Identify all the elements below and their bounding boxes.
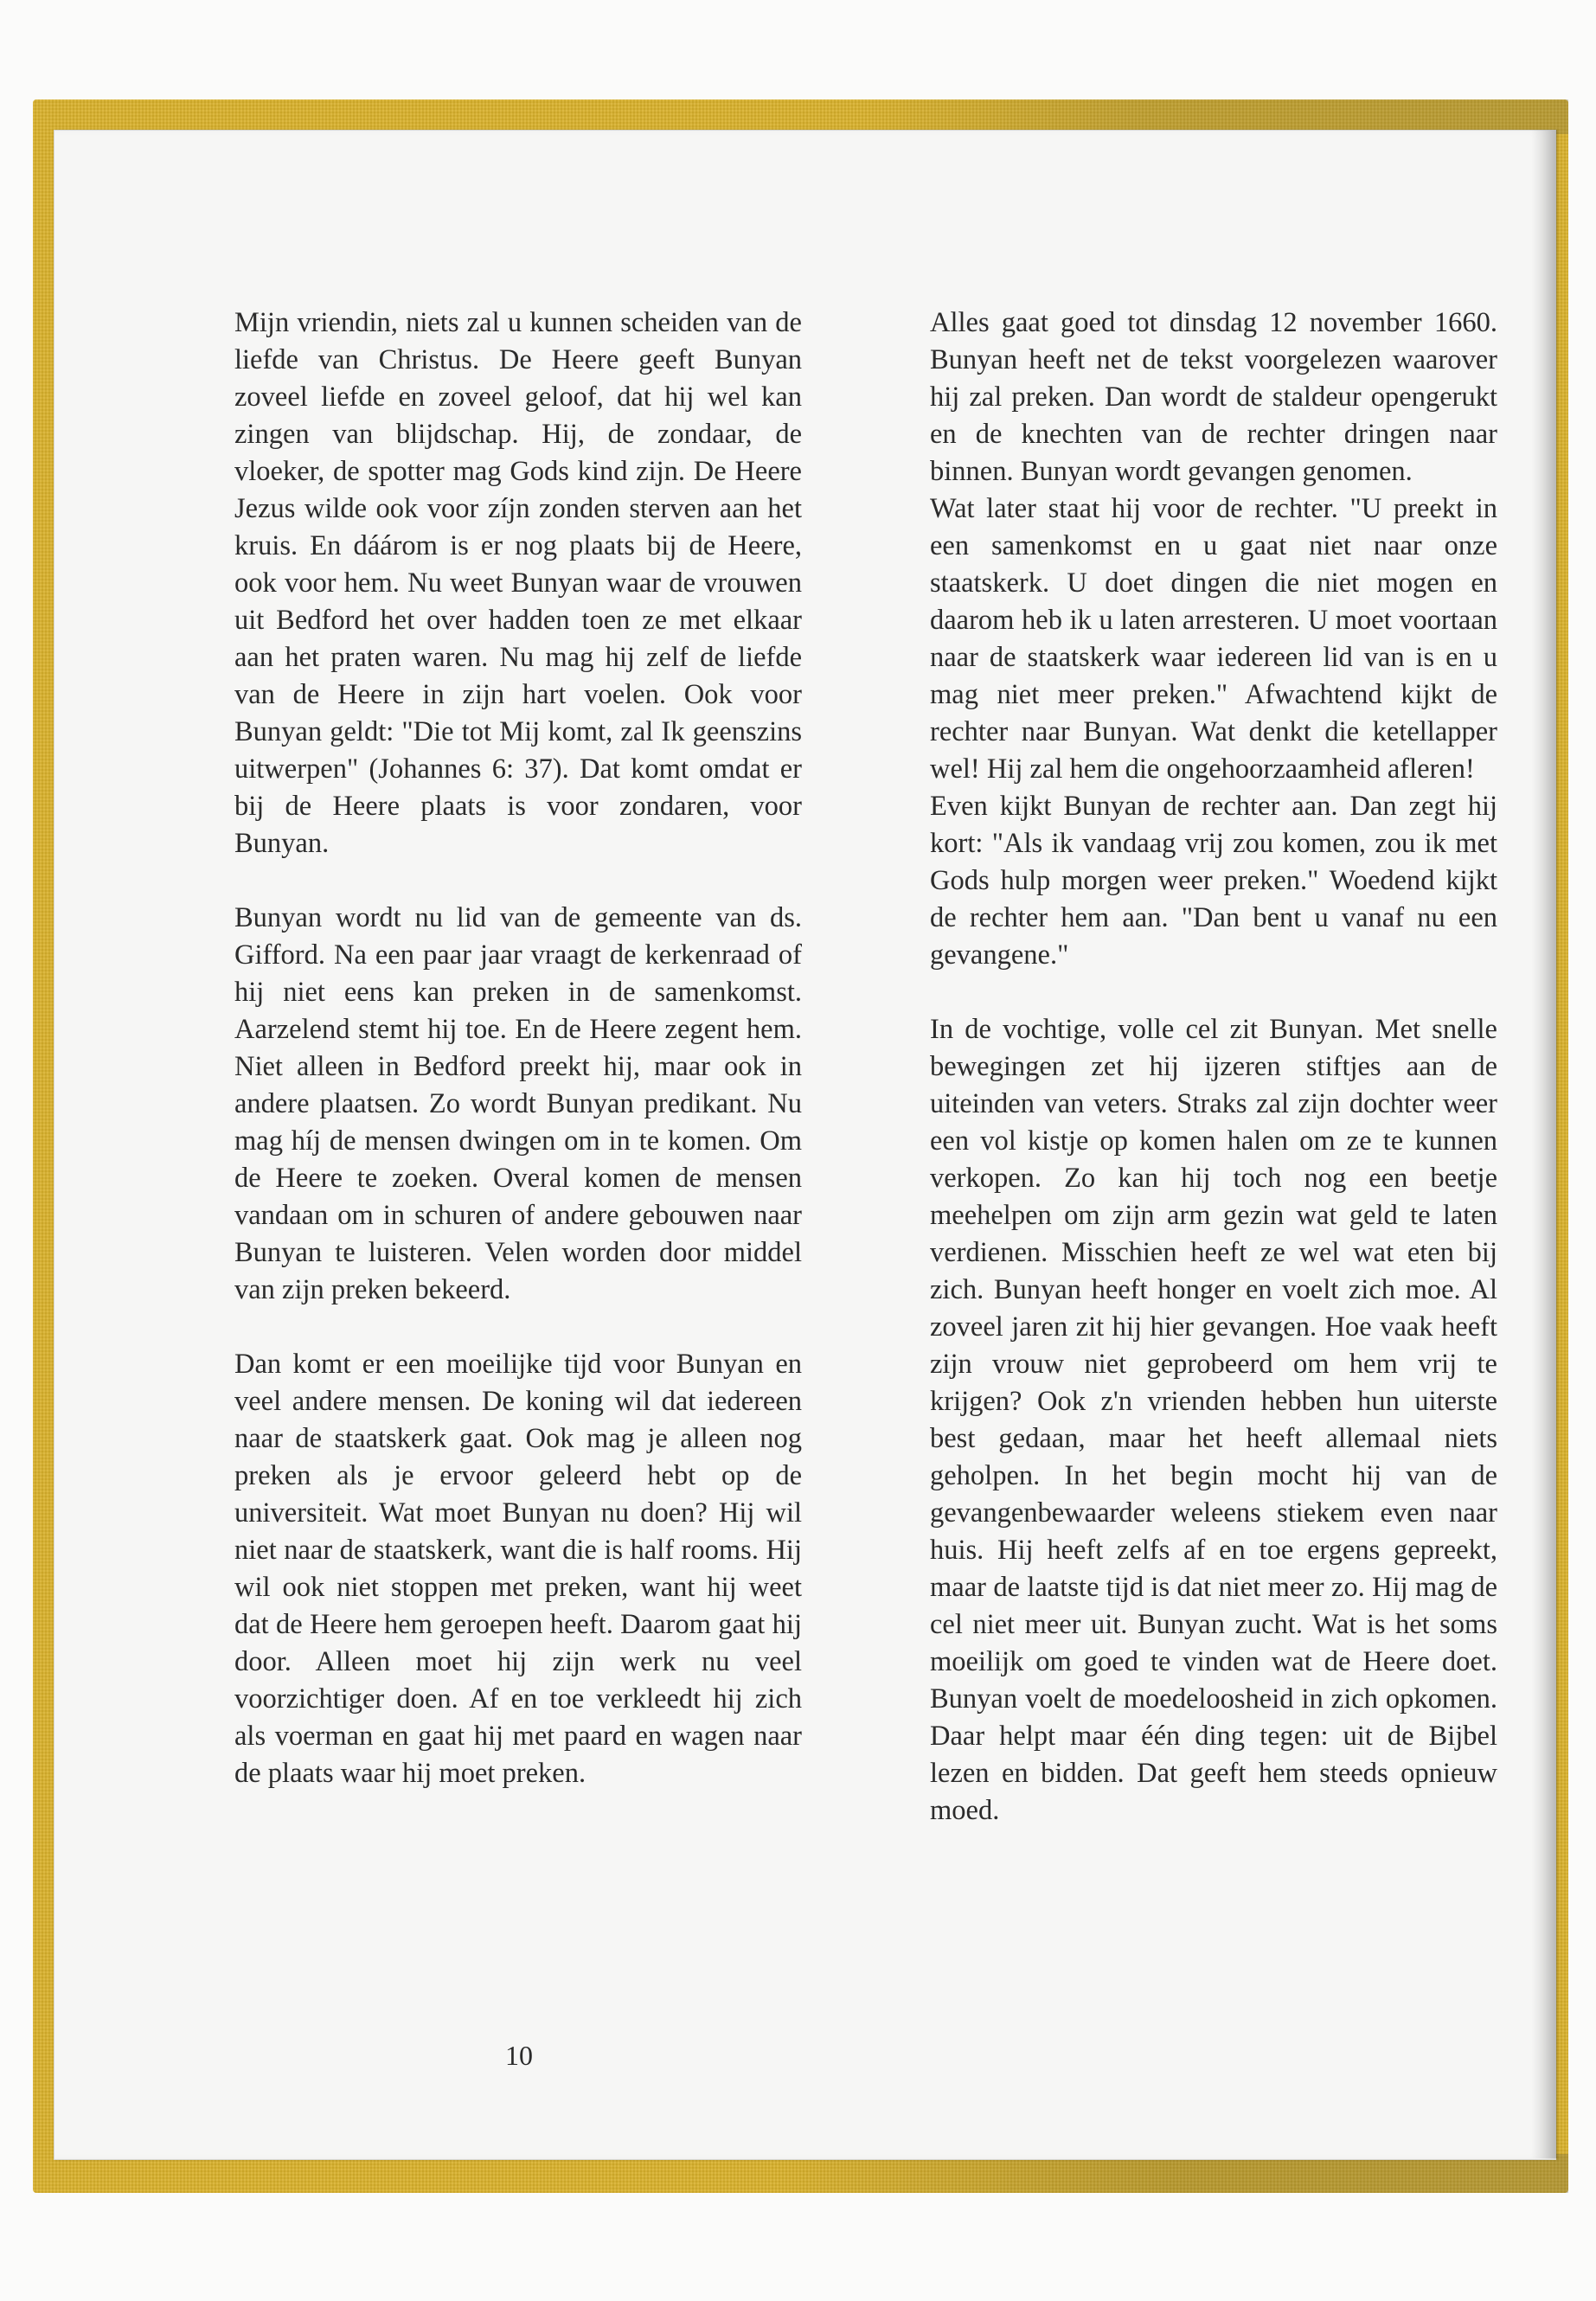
page-number: 10 [505, 2040, 533, 2071]
right-paragraph-3: Even kijkt Bunyan de rechter aan. Dan zegt hij kort: "Als ik vandaag vrij zou komen, zou ik met Gods hulp morgen weer preken." Woedend kijkt de rechter hem aan. "Dan bent u vanaf nu een gevangene." [930, 791, 1497, 971]
right-paragraph-4: In de vochtige, volle cel zit Bunyan. Met snelle bewegingen zet hij ijzeren stiftjes aan de uiteinden van veters. Straks zal zijn dochter weer een vol kistje op komen halen om ze te kunnen verkopen. Zo kan hij toch nog een beetje meehelpen om zijn arm gezin wat geld te laten verdienen. Misschien heeft ze wel wat eten bij zich. Bunyan heeft honger en voelt zich moe. Al zoveel jaren zit hij hier gevangen. Hoe vaak heeft zijn vrouw niet geprobeerd om hem vrij te krijgen? Ook z'n vrienden hebben hun uiterste best gedaan, maar het heeft allemaal niets geholpen. In het begin mocht hij van de gevangenbewaarder weleens stiekem even naar huis. Hij heeft zelfs af en toe ergens gepreekt, maar de laatste tijd is dat niet meer zo. Hij mag de cel niet meer uit. Bunyan zucht. Wat is het soms moeilijk om goed te vinden wat de Heere doet. Bunyan voelt de moedeloosheid in zich opkomen. Daar helpt maar één ding tegen: uit de Bijbel lezen en bidden. Dat geeft hem steeds opnieuw moed. [930, 1014, 1497, 1826]
right-column [930, 304, 1497, 1830]
right-paragraph-2: Wat later staat hij voor de rechter. "U preekt in een samenkomst en u gaat niet naar onze staatskerk. U doet dingen die niet mogen en daarom heb ik u laten arresteren. U moet voortaan naar de staatskerk waar iedereen lid van is en u mag niet meer preken." Afwachtend kijkt de rechter naar Bunyan. Wat denkt die ketellapper wel! Hij zal hem die ongehoorzaamheid afleren! [930, 493, 1497, 785]
cover-top-edge [865, 99, 1568, 134]
left-paragraph-1: Mijn vriendin, niets zal u kunnen scheiden van de liefde van Christus. De Heere geeft Bunyan zoveel liefde en zoveel geloof, dat hij wel kan zingen van blijdschap. Hij, de zondaar, de vloeker, de spotter mag Gods kind zijn. De Heere Jezus wilde ook voor zíjn zonden sterven aan het kruis. En dáárom is er nog plaats bij de Heere, ook voor hem. Nu weet Bunyan waar de vrouwen uit Bedford het over hadden toen ze met elkaar aan het praten waren. Nu mag hij zelf de liefde van de Heere in zijn hart voelen. Ook voor Bunyan geldt: "Die tot Mij komt, zal Ik geenszins uitwerpen" (Johannes 6: 37). Dat komt omdat er bij de Heere plaats is voor zondaren, voor Bunyan. [234, 307, 802, 859]
right-paragraph-1: Alles gaat goed tot dinsdag 12 november 1660. Bunyan heeft net de tekst voorgelezen waarover hij zal preken. Dan wordt de staldeur opengerukt en de knechten van de rechter dringen naar binnen. Bunyan wordt gevangen genomen. [930, 307, 1497, 487]
left-paragraph-3: Dan komt er een moeilijke tijd voor Bunyan en veel andere mensen. De koning wil dat iedereen naar de staatskerk gaat. Ook mag je alleen nog preken als je ervoor geleerd hebt op de universiteit. Wat moet Bunyan nu doen? Hij wil niet naar de staatskerk, want die is half rooms. Hij wil ook niet stoppen met preken, want hij weet dat de Heere hem geroepen heeft. Daarom gaat hij door. Alleen moet hij zijn werk nu veel voorzichtiger doen. Af en toe verkleedt hij zich als voerman en gaat hij met paard en wagen naar de plaats waar hij moet preken. [234, 1349, 802, 1789]
left-paragraph-2: Bunyan wordt nu lid van de gemeente van ds. Gifford. Na een paar jaar vraagt de kerkenraad of hij niet eens kan preken in de samenkomst. Aarzelend stemt hij toe. En de Heere zegent hem. Niet alleen in Bedford preekt hij, maar ook in andere plaatsen. Zo wordt Bunyan predikant. Nu mag híj de mensen dwingen om in te komen. Om de Heere te zoeken. Overal komen de mensen vandaan om in schuren of andere gebouwen naar Bunyan te luisteren. Velen worden door middel van zijn preken bekeerd. [234, 902, 802, 1305]
left-column [234, 304, 802, 1792]
page-spine-shadow [1531, 130, 1557, 2158]
